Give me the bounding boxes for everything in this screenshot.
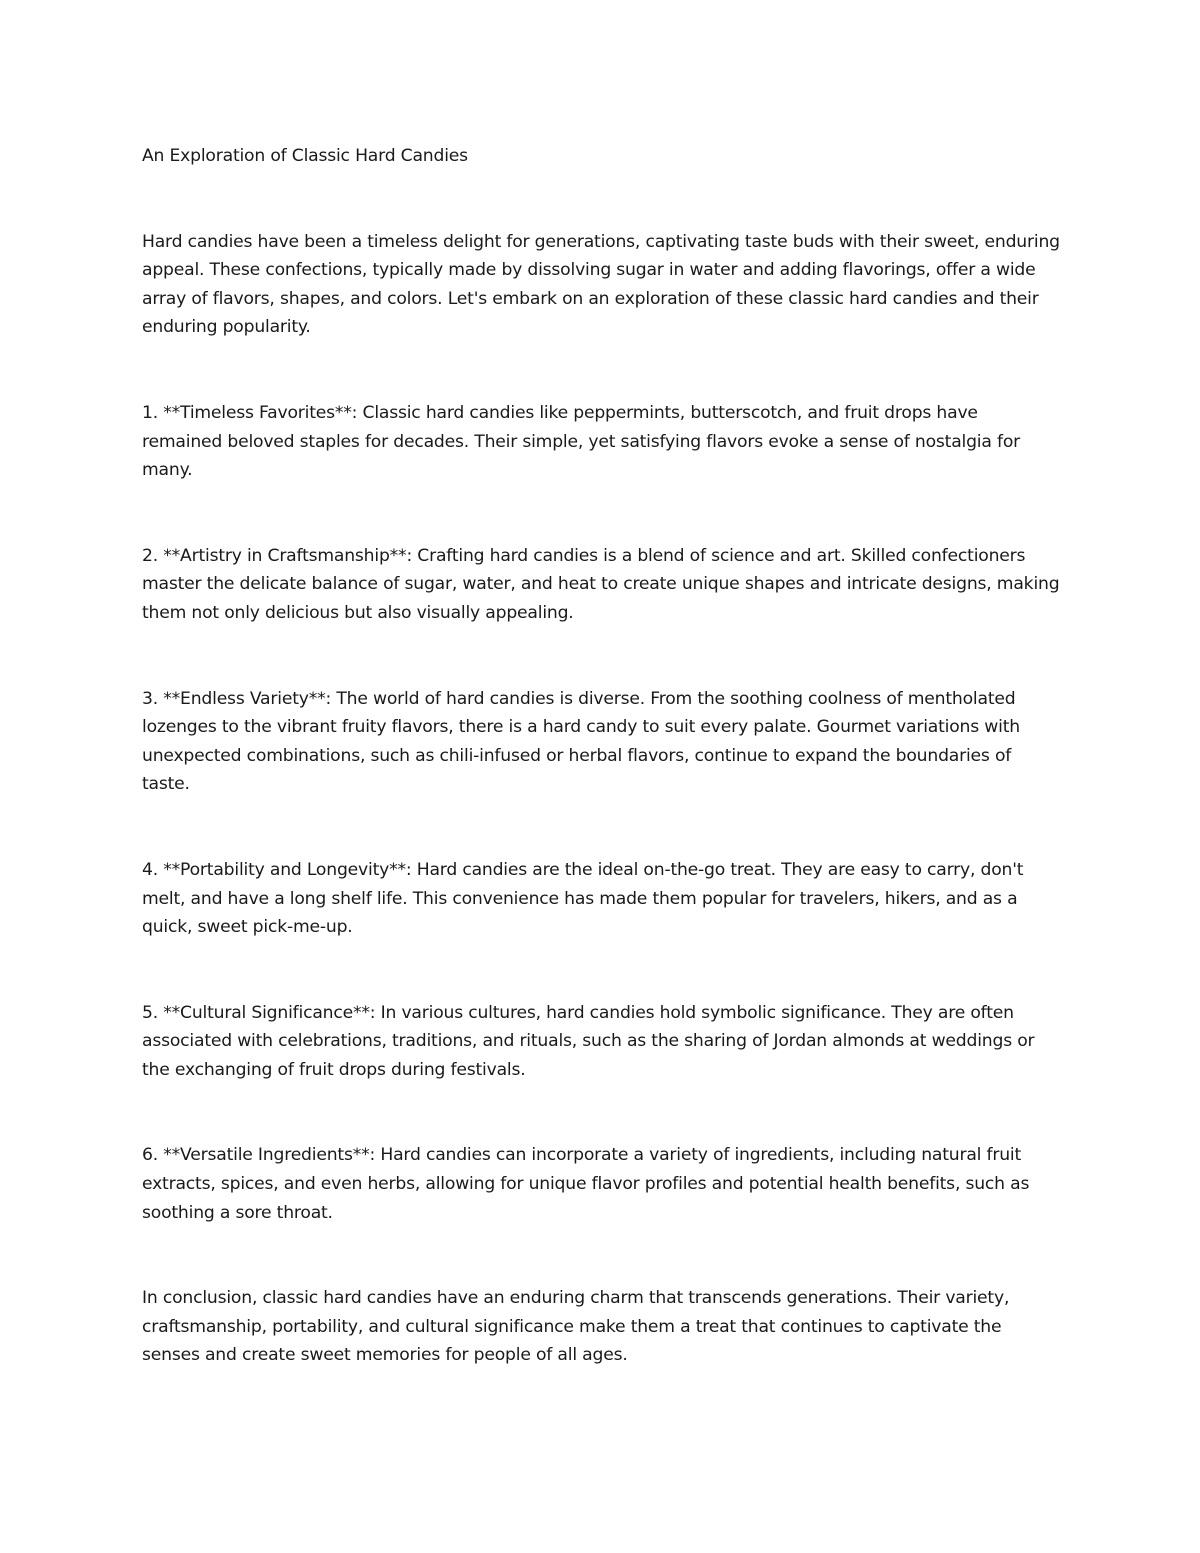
list-item-versatile-ingredients: 6. **Versatile Ingredients**: Hard candies can incorporate a variety of ingredients, including natural fruit extracts, spices, and even herbs, allowing for unique flavor profiles and potential health benefits, such as soothing a sore throat. — [142, 1145, 1030, 1223]
list-item-artistry-craftsmanship: 2. **Artistry in Craftsmanship**: Crafting hard candies is a blend of science and art. Skilled confectioners master the delicate balance of sugar, water, and heat to create unique shapes and intricate designs, making them not only delicious but also visually appealing. — [142, 545, 1060, 623]
document-title: An Exploration of Classic Hard Candies — [142, 146, 468, 166]
list-item-timeless-favorites: 1. **Timeless Favorites**: Classic hard candies like peppermints, butterscotch, and fruit drops have remained beloved staples for decades. Their simple, yet satisfying flavors evoke a sense of nostalgia for many. — [142, 402, 1021, 481]
list-item-portability-longevity: 4. **Portability and Longevity**: Hard candies are the ideal on-the-go treat. They are easy to carry, don't melt, and have a long shelf life. This convenience has made them popular for travelers, hikers, and as a quick, sweet pick-me-up. — [142, 859, 1024, 938]
intro-paragraph: Hard candies have been a timeless delight for generations, captivating taste buds with their sweet, enduring appeal. These confections, typically made by dissolving sugar in water and adding flavorings, offer a wide array of flavors, shapes, and colors. Let's embark on an exploration of these classic hard candies and their enduring popularity. — [142, 231, 1060, 338]
list-item-endless-variety: 3. **Endless Variety**: The world of hard candies is diverse. From the soothing coolness of mentholated lozenges to the vibrant fruity flavors, there is a hard candy to suit every palate. Gourmet variations with unexpected combinations, such as chili-infused or herbal flavors, continue to expand the boundaries of taste. — [142, 688, 1020, 795]
conclusion-paragraph: In conclusion, classic hard candies have an enduring charm that transcends generations. Their variety, craftsmanship, portability, and cultural significance make them a treat that continues to captivate the senses and create sweet memories for people of all ages. — [142, 1288, 1010, 1366]
list-item-cultural-significance: 5. **Cultural Significance**: In various cultures, hard candies hold symbolic significance. They are often associated with celebrations, traditions, and rituals, such as the sharing of Jordan almonds at weddings or the exchanging of fruit drops during festivals. — [142, 1002, 1035, 1080]
document-body — [142, 142, 1062, 1370]
